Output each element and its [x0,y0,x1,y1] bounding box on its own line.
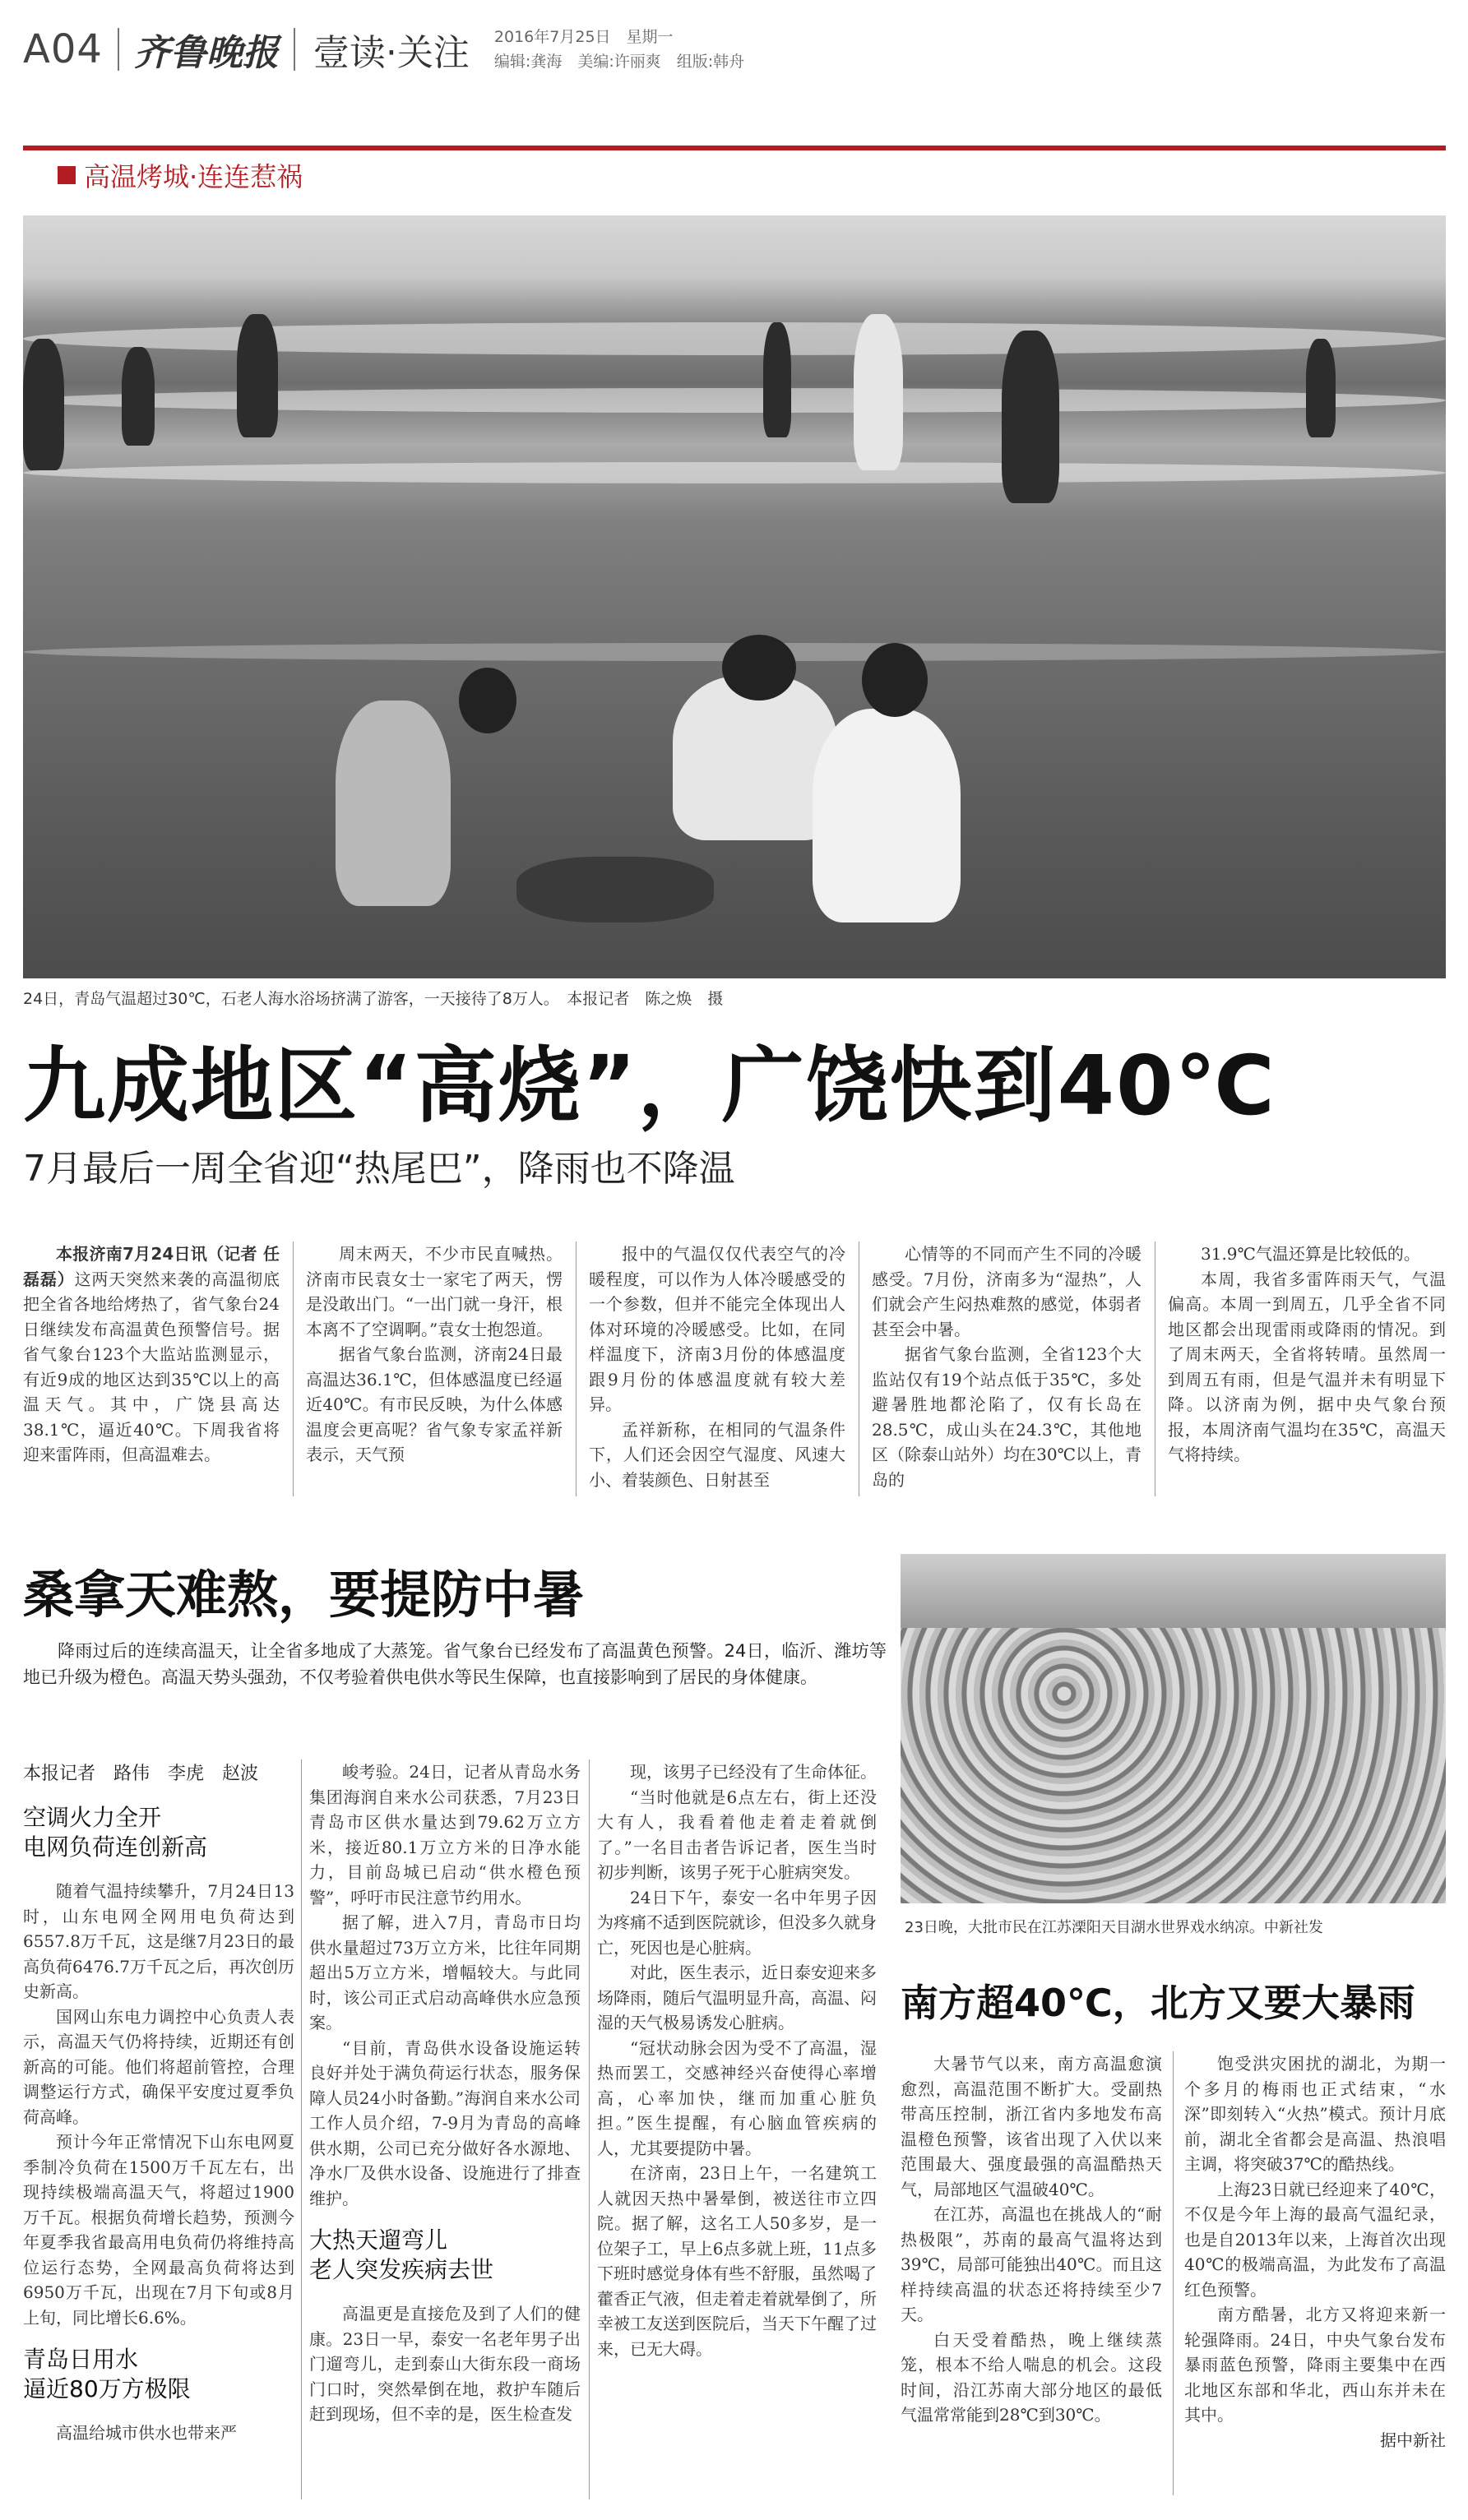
column-rule [301,1759,302,2499]
story2-paragraph: “冠状动脉会因为受不了高温，湿热而罢工，交感神经兴奋使得心率增高，心率加快，继而加重心脏负担。”医生提醒，有心脑血管疾病的人，尤其要提防中暑。 [597,2037,877,2158]
story1-paragraph: 孟祥新称，在相同的气温条件下，人们还会因空气湿度、风速大小、着装颜色、日射甚至 [589,1419,845,1490]
story2-subhead: 大热天遛弯儿 老人突发疾病去世 [309,2226,494,2283]
story1-headline: 九成地区“高烧”，广饶快到40℃ [23,1038,1276,1134]
story2-paragraph: 对此，医生表示，近日泰安迎来多场降雨，随后气温明显升高，高温、闷湿的天气极易诱发心脏病。 [597,1963,877,2032]
story3-paragraph: 白天受着酷热，晚上继续蒸笼，根本不给人喘息的机会。这段时间，沿江苏南大部分地区的最低气温常常能到28℃到30℃。 [901,2329,1162,2425]
story2-paragraph: 24日下午，泰安一名中年男子因为疼痛不适到医院就诊，但没多久就身亡，死因也是心脏病。 [597,1887,877,1958]
story3-paragraph: 大暑节气以来，南方高温愈演愈烈，高温范围不断扩大。受副热带高压控制，浙江省内多地发布高温橙色预警，该省出现了入伏以来范围最大、强度最强的高温酷热天气，局部地区气温破40℃。 [901,2054,1162,2199]
story1-col4 [872,1242,1142,1492]
story3-credit: 据中新社 [1380,2430,1446,2450]
story3-col1 [901,2051,1162,2428]
story1-col1-text: 这两天突然来袭的高温彻底把全省各地给烤热了，省气象台24日继续发布高温黄色预警信号。据省气象台123个大监站监测显示，有近9成的地区达到35℃以上的高温天气。其中，广饶县高达38.1℃，逼近40℃。下周我省将迎来雷阵雨，但高温难去。 [23,1269,280,1464]
story1-paragraph: 据省气象台监测，济南24日最高温达36.1℃，但体感温度已经逼近40℃。有市民反映，为什么体感温度会更高呢？省气象专家孟祥新表示，天气预 [306,1344,563,1464]
story1-col1 [23,1242,280,1468]
story2-paragraph: 据了解，进入7月，青岛市日均供水量超过73万立方米，比往年同期超出5万立方米，增幅较大。与此同时，该公司正式启动高峰供水应急预案。 [309,1912,581,2032]
story2-paragraph: 高温更是直接危及到了人们的健康。23日一早，泰安一名老年男子出门遛弯儿，走到泰山大街东段一商场门口时，突然晕倒在地，救护车随后赶到现场，但不幸的是，医生检查发 [309,2304,581,2424]
story2-headline: 桑拿天难熬，要提防中暑 [23,1565,585,1625]
date-line: 2016年7月25日 星期一 [493,28,674,46]
story2-col2 [309,1759,581,2427]
story2-paragraph: 国网山东电力调控中心负责人表示，高温天气仍将持续，近期还有创新高的可能。他们将超前管控，合理调整运行方式，确保平安度过夏季负荷高峰。 [23,2006,294,2127]
story2-paragraph: 高温给城市供水也带来严 [56,2423,237,2443]
story2-paragraph: 随着气温持续攀升，7月24日13时，山东电网全网用电负荷达到6557.8万千瓦，这是继7月23日的最高负荷6476.7万千瓦之后，再次创历史新高。 [23,1881,294,2001]
story3-paragraph: 南方酷暑，北方又将迎来新一轮强降雨。24日，中央气象台发布暴雨蓝色预警，降雨主要集中在西北地区东部和华北，西山东并未在其中。 [1184,2305,1446,2425]
story2-byline: 本报记者 路伟 李虎 赵波 [23,1764,259,1784]
story1-paragraph: 心情等的不同而产生不同的冷暖感受。7月份，济南多为“湿热”，人们就会产生闷热难熬的感觉，体弱者甚至会中暑。 [872,1244,1142,1339]
story1-col5 [1168,1242,1446,1468]
story1-col3 [589,1242,845,1492]
story3-headline: 南方超40℃，北方又要大暴雨 [901,1981,1415,2025]
masthead-divider [294,28,295,71]
column-rule [576,1242,577,1496]
kicker-square-icon [58,166,76,184]
story3-paragraph: 在江苏，高温也在挑战人的“耐热极限”，苏南的最高气温将达到39℃，局部可能独出40℃。而且这样持续高温的状态还将持续至少7天。 [901,2204,1162,2324]
kicker-text: 高温烤城·连连惹祸 [84,161,303,192]
masthead-meta [494,25,744,74]
story2-col3 [597,1759,877,2361]
masthead [23,16,1446,82]
column-rule [293,1242,294,1496]
story1-subheadline: 7月最后一周全省迎“热尾巴”，降雨也不降温 [23,1148,735,1190]
column-rule [1173,2051,1174,2495]
story1-dateline: 本报济南7月24日讯（记者 任磊磊） [23,1244,280,1289]
story2-paragraph: 在济南，23日上午，一名建筑工人就因天热中暑晕倒，被送往市立四院。据了解，这名工人50多岁，是一位架子工，早上6点多就上班，11点多下班时感觉身体有些不舒服，虽然喝了藿香正气液，但走着走着就晕倒了，所幸被工友送到医院后，当天下午醒了过来，已无大碍。 [597,2163,877,2359]
story1-paragraph: 本周，我省多雷阵雨天气，气温偏高。本周一到周五，几乎全省不同地区都会出现雷雨或降雨的情况。到了周末两天，全省将转晴。虽然周一到周五有雨，但是气温并未有明显下降。以济南为例，据中央气象台预报，本周济南气温均在35℃，高温天气将持续。 [1168,1269,1446,1464]
beach-photo-caption: 24日，青岛气温超过30℃，石老人海水浴场挤满了游客，一天接待了8万人。 本报记者 陈之焕 摄 [23,990,724,1008]
story2-paragraph: 峻考验。24日，记者从青岛水务集团海润自来水公司获悉，7月23日青岛市区供水量达到79.62万立方米，接近80.1万立方米的日净水能力，目前岛城已启动“供水橙色预警”，呼吁市民注意节约用水。 [309,1762,581,1907]
kicker [58,156,303,194]
story1-paragraph: 31.9℃气温还算是比较低的。 [1201,1244,1420,1264]
story2-col1 [23,1788,294,2446]
red-rule [23,146,1446,150]
page-number: A04 [23,26,103,72]
story2-paragraph: “目前，青岛供水设备设施运转良好并处于满负荷运行状态，服务保障人员24小时备勤。”海润自来水公司工作人员介绍，7-9月为青岛的高峰供水期，公司已充分做好各水源地、净水厂及供水设备、设施进行了排查维护。 [309,2037,581,2208]
story3-col2 [1184,2051,1446,2453]
masthead-divider [118,28,119,71]
story2-subhead: 青岛日用水 逼近80万方极限 [23,2346,191,2402]
story2-intro: 降雨过后的连续高温天，让全省多地成了大蒸笼。省气象台已经发布了高温黄色预警。24日，临沂、潍坊等地已升级为橙色。高温天势头强劲，不仅考验着供电供水等民生保障，也直接影响到了居民的身体健康。 [23,1641,887,1687]
story1-paragraph: 据省气象台监测，全省123个大监站仅有19个站点低于35℃，多处避暑胜地都沦陷了，仅有长岛在28.5℃，成山头在24.3℃，其他地区（除泰山站外）均在30℃以上，青岛的 [872,1344,1142,1490]
pool-photo [901,1554,1446,1903]
pool-photo-caption: 23日晚，大批市民在江苏溧阳天目湖水世界戏水纳凉。中新社发 [905,1919,1323,1936]
story3-paragraph: 饱受洪灾困扰的湖北，为期一个多月的梅雨也正式结束，“水深”即刻转入“火热”模式。预计月底前，湖北全省都会是高温、热浪唱主调，将突破37℃的酷热线。 [1184,2054,1446,2174]
story2-paragraph: “当时他就是6点左右，街上还没大有人，我看着他走着走着就倒了。”一名目击者告诉记者，医生当时初步判断，该男子死于心脏病突发。 [597,1787,877,1882]
beach-photo [23,215,1446,978]
story1-col2 [306,1242,563,1468]
story2-subhead: 空调火力全开 电网负荷连创新高 [23,1804,208,1861]
section-name: 壹读·关注 [313,32,470,74]
column-rule [589,1759,590,2499]
story3-paragraph: 上海23日就已经迎来了40℃，不仅是今年上海的最高气温纪录，也是自2013年以来，上海首次出现40℃的极端高温，为此发布了高温红色预警。 [1184,2179,1446,2300]
story1-paragraph: 报中的气温仅仅代表空气的冷暖程度，可以作为人体冷暖感受的一个参数，但并不能完全体现出人体对环境的冷暖感受。比如，在同样温度下，济南3月份的体感温度跟9月份的体感温度就有较大差异。 [589,1244,845,1414]
paper-name: 齐鲁晚报 [133,32,279,74]
story1-paragraph: 周末两天，不少市民直喊热。济南市民袁女士一家宅了两天，愣是没敢出门。“一出门就一身汗，根本离不了空调啊。”袁女士抱怨道。 [306,1244,563,1339]
story2-paragraph: 预计今年正常情况下山东电网夏季制冷负荷在1500万千瓦左右，出现持续极端高温天气，将超过1900万千瓦。根据负荷增长趋势，预测今年夏季我省最高用电负荷仍将维持高位运行态势，全网最高负荷将达到6950万千瓦，出现在7月下旬或8月上旬，同比增长6.6%。 [23,2132,294,2328]
staff-line: 编辑:龚海 美编:许丽爽 组版:韩舟 [493,53,745,71]
story2-paragraph: 现，该男子已经没有了生命体征。 [630,1762,877,1782]
